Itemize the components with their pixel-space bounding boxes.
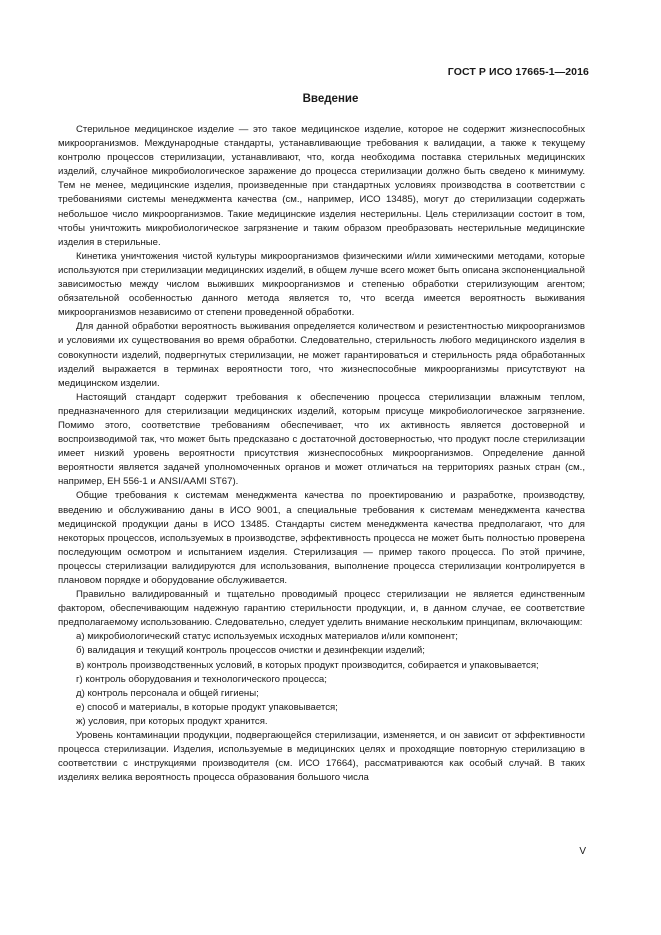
list-item: г) контроль оборудования и технологического процесса; <box>76 673 327 685</box>
list-item: д) контроль персонала и общей гигиены; <box>76 687 259 699</box>
list-item: е) способ и материалы, в которые продукт упаковывается; <box>76 701 338 713</box>
list-item: ж) условия, при которых продукт хранится. <box>76 715 268 727</box>
list-item: а) микробиологический статус используемых исходных материалов и/или компонент; <box>76 631 458 643</box>
paragraph: Кинетика уничтожения чистой культуры микроорганизмов физическими и/или химическими методами, которые используются при стерилизации медицинских изделий, в общем лучше всего может быть описана экспоненциальной зависимостью между числом выживших микроорганизмов и степенью обработки стерилизующим агентом; обязательной особенностью данного метода является то, что всегда имеется вероятность выживания микроорганизмов независимо от степени проведенной обработки. <box>58 250 585 319</box>
list-item: б) валидация и текущий контроль процессов очистки и дезинфекции изделий; <box>76 645 425 657</box>
paragraph: Общие требования к системам менеджмента качества по проектированию и разработке, производству, введению и обслуживанию даны в ИСО 9001, а специальные требования к системам менеджмента качества медицинской продукции даны в ИСО 13485. Стандарты систем менеджмента качества предполагают, что для некоторых процессов, используемых в производстве, эффективность процесса не может быть полностью проверена последующим осмотром и испытанием изделия. Стерилизация — пример такого процесса. По этой причине, процессы стерилизации валидируются для использования, выполнение процесса стерилизации контролируется в плановом порядке и оборудование обслуживается. <box>58 490 585 586</box>
paragraph: Правильно валидированный и тщательно проводимый процесс стерилизации не является единственным фактором, обеспечивающим надежную гарантию стерильности продукции, и, в данном случае, ее соответствие предполагаемому использованию. Следовательно, следует уделить внимание нескольким принципам, включающим: <box>58 589 585 629</box>
document-body <box>58 123 585 785</box>
document-header: ГОСТ Р ИСО 17665-1—2016 <box>447 66 589 78</box>
list-item: в) контроль производственных условий, в которых продукт производится, собирается и упаковывается; <box>76 659 539 671</box>
section-title: Введение <box>302 93 359 105</box>
paragraph: Уровень контаминации продукции, подвергающейся стерилизации, изменяется, и он зависит от эффективности процесса стерилизации. Изделия, используемые в медицинских целях и проходящие повторную стерилизацию в соответствии с инструкциями производителя (см. ИСО 17664), рассматриваются как особый случай. В таких изделиях велика вероятность процесса образования большого числа <box>58 730 585 784</box>
page-number: V <box>579 846 586 857</box>
paragraph: Настоящий стандарт содержит требования к обеспечению процесса стерилизации влажным теплом, предназначенного для стерилизации медицинских изделий, которым присуще микробиологическое загрязнение. Помимо этого, соответствие требованиям обеспечивает, что их активность является достоверной и воспроизводимой так, что может быть предсказано с достаточной достоверностью, что продукт после стерилизации имеет низкий уровень вероятности присутствия жизнеспособных микроорганизмов. Определение данной вероятности является задачей уполномоченных органов и может отличаться на территориях разных стран (см., например, ЕН 556-1 и ANSI/AAMI ST67). <box>58 391 585 488</box>
paragraph: Для данной обработки вероятность выживания определяется количеством и резистентностью микроорганизмов и условиями их существования во время обработки. Следовательно, стерильность любого медицинского изделия в совокупности изделий, подвергнутых стерилизации, не может гарантироваться и стерильность ряда обработанных изделий выражается в терминах вероятности того, что жизнеспособные микроорганизмы присутствуют на медицинском изделии. <box>58 321 585 389</box>
paragraph: Стерильное медицинское изделие — это такое медицинское изделие, которое не содержит жизнеспособных микроорганизмов. Международные стандарты, устанавливающие требования к валидации, а также к текущему контролю процессов стерилизации, устанавливают, что, когда необходима поставка стерильных медицинских изделий, случайное микробиологическое заражение до процесса стерилизации должно быть сведено к минимуму. Тем не менее, медицинские изделия, произведенные при стандартных условиях производства в соответствии с требованиями системы менеджмента качества (см., например, ИСО 13485), могут до стерилизации содержать небольшое число микроорганизмов. Такие медицинские изделия нестерильны. Цель стерилизации состоит в том, чтобы уничтожить микробиологическое загрязнение и таким образом преобразовать нестерильные медицинские изделия в стерильные. <box>58 124 585 248</box>
